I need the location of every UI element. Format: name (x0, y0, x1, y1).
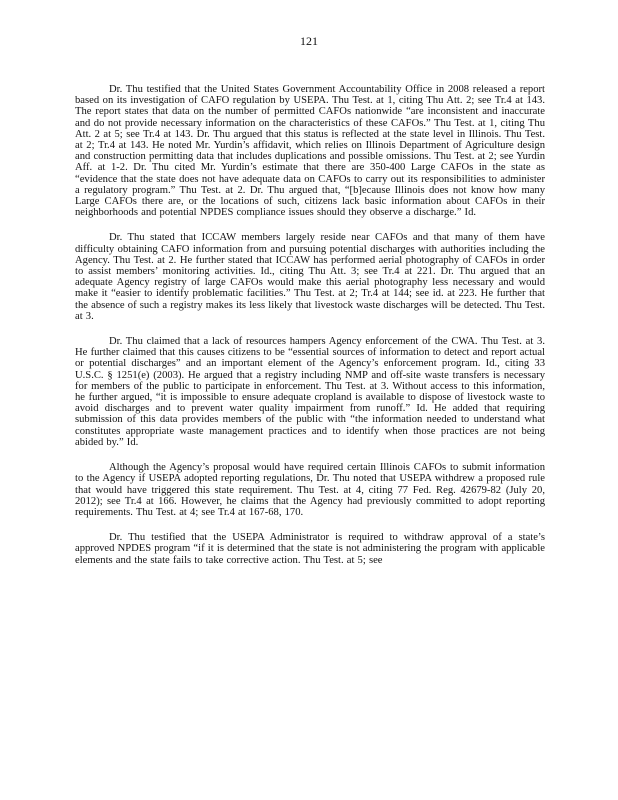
paragraph-withdrawn-rule: Although the Agency’s proposal would have required certain Illinois CAFOs to submit information to the Agency if USEPA adopted reporting regulations, Dr. Thu noted that USEPA withdrew a proposed rule that would have triggered this state requirement. Thu Test. at 4, citing 77 Fed. Reg. 42679-82 (July 20, 2012); see Tr.4 at 166. However, he claims that the Agency had previously committed to adopt reporting requirements. Thu Test. at 4; see Tr.4 at 167-68, 170. (75, 462, 545, 518)
paragraph-usepa-administrator: Dr. Thu testified that the USEPA Administrator is required to withdraw approval of a state’s approved NPDES program “if it is determined that the state is not administering the program with applicable elements and the state fails to take corrective action. Thu Test. at 5; see (75, 532, 545, 566)
body-text (75, 84, 545, 580)
paragraph-enforcement-resources: Dr. Thu claimed that a lack of resources hampers Agency enforcement of the CWA. Thu Test. at 3. He further claimed that this causes citizens to be “essential sources of information to detect and report actual or potential discharges” and an important element of the Agency’s enforcement program. Id., citing 33 U.S.C. § 1251(e) (2003). He argued that a registry including NMP and off-site waste transfers is necessary for members of the public to participate in enforcement. Thu Test. at 3. Without access to this information, he further argued, “it is impossible to ensure adequate cropland is available to dispose of livestock waste to avoid discharges and to prevent water quality impairment from runoff.” Id. He added that requiring submission of this data provides members of the public with “the information needed to understand what constitutes appropriate waste management practices and to identify when those practices are not being abided by.” Id. (75, 336, 545, 448)
paragraph-iccaw-members: Dr. Thu stated that ICCAW members largely reside near CAFOs and that many of them have difficulty obtaining CAFO information from and pursuing potential discharges with authorities including the Agency. Thu Test. at 2. He further stated that ICCAW has performed aerial photography of CAFOs in order to assist members’ monitoring activities. Id., citing Thu Att. 3; see Tr.4 at 221. Dr. Thu argued that an adequate Agency registry of large CAFOs would make this aerial photography less necessary and would make it “easier to identify problematic facilities.” Thu Test. at 2; Tr.4 at 144; see id. at 223. He further that the absence of such a registry makes its less likely that livestock waste discharges will be detected. Thu Test. at 3. (75, 232, 545, 322)
page-number: 121 (300, 34, 318, 48)
paragraph-gao-report: Dr. Thu testified that the United States Government Accountability Office in 2008 released a report based on its investigation of CAFO regulation by USEPA. Thu Test. at 1, citing Thu Att. 2; see Tr.4 at 143. The report states that data on the number of permitted CAFOs nationwide “are inconsistent and inaccurate and do not provide necessary information on the characteristics of these CAFOs.” Thu Test. at 1, citing Thu Att. 2 at 5; see Tr.4 at 143. Dr. Thu argued that this status is reflected at the state level in Illinois. Thu Test. at 2; Tr.4 at 143. He noted Mr. Yurdin’s affidavit, which relies on Illinois Department of Agriculture design and construction permitting data that includes duplications and possible omissions. Thu Test. at 2; see Yurdin Aff. at 1-2. Dr. Thu cited Mr. Yurdin’s estimate that there are 350-400 Large CAFOs in the state as “evidence that the state does not have adequate data on CAFOs to carry out its responsibilities to administer a regulatory program.” Thu Test. at 2. Dr. Thu argued that, “[b]ecause Illinois does not know how many Large CAFOs there are, or the locations of such, citizens lack basic information about CAFOs in their neighborhoods and potential NPDES compliance issues should they observe a discharge.” Id. (75, 84, 545, 219)
